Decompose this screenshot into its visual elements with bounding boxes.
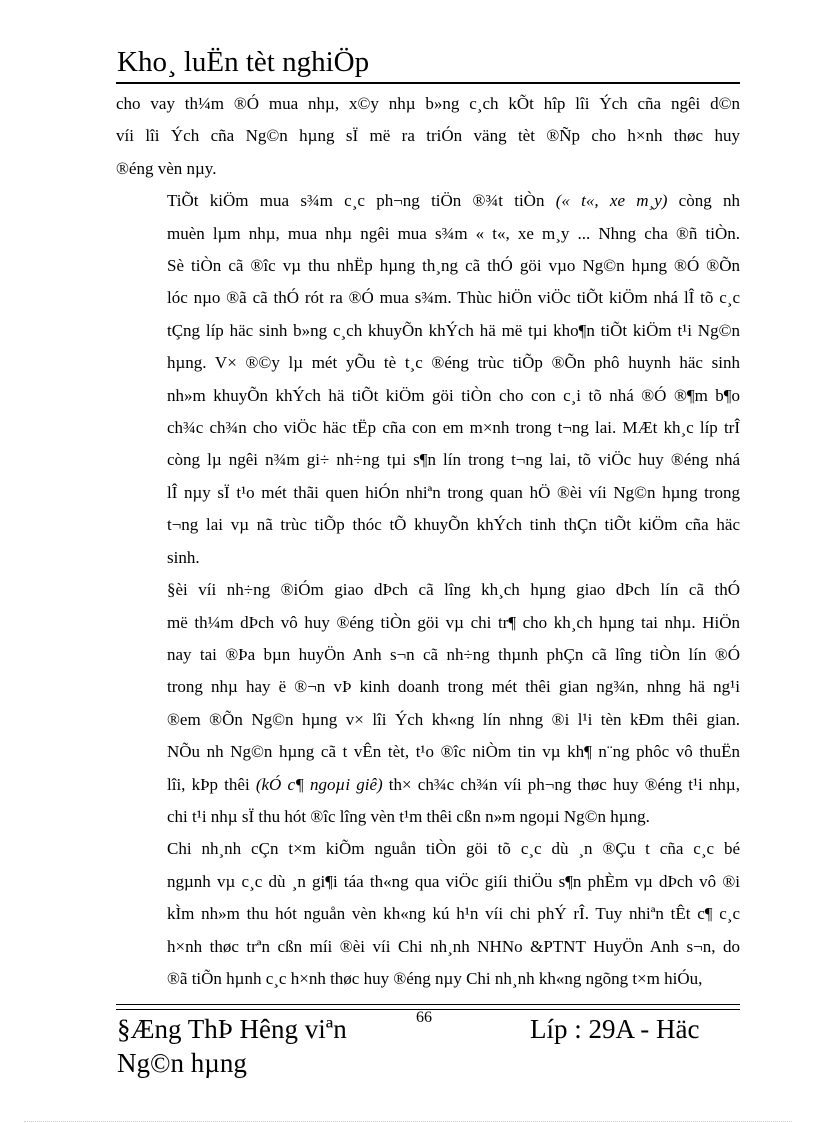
text-line: t¬ng lai vµ nã trùc tiÕp thóc tÕ khuyÕn khÝch tinh thÇn tiÕt kiÖm cña häc xyxy=(167,515,740,535)
body-text xyxy=(116,88,740,995)
bottom-dotted-line xyxy=(24,1121,792,1122)
text-line: lîi, kÞp thêi (kÓ c¶ ngoµi giê) th× ch¾c ch¾n víi ph¬ng thøc huy ®éng t¹i nhµ, xyxy=(167,774,740,794)
text-line: §èi víi nh÷ng ®iÓm giao dÞch cã lîng kh¸ch hµng giao dÞch lín cã thÓ xyxy=(167,580,740,600)
text-line: kÌm nh»m thu hót nguån vèn kh«ng kú h¹n víi chi phÝ rÎ. Tuy nhiªn tÊt c¶ c¸c xyxy=(167,904,740,924)
text-line: Sè tiÒn cã ®îc vµ thu nhËp hµng th¸ng cã thÓ göi vµo Ng©n hµng ®Ó ®Õn xyxy=(167,256,740,276)
text-line: NÕu nh Ng©n hµng cã t vÊn tèt, t¹o ®îc niÒm tin vµ kh¶ n¨ng phôc vô thuËn xyxy=(167,742,740,762)
text-line: Chi nh¸nh cÇn t×m kiÕm nguån tiÒn göi tõ c¸c dù ¸n ®Çu t cña c¸c bé xyxy=(167,839,740,859)
italic-text: (« t«, xe m¸y) xyxy=(555,191,668,211)
text-line: TiÕt kiÖm mua s¾m c¸c ph¬ng tiÖn ®¾t tiÒn (« t«, xe m¸y) còng nh xyxy=(167,191,740,211)
text-line: ®éng vèn nµy. xyxy=(116,158,217,178)
footer-author: §Æng ThÞ Hêng viªn Ng©n hµng xyxy=(117,1014,347,1078)
text-line: ®em ®Õn Ng©n hµng v× lîi Ých kh«ng lín nhng ®i l¹i tèn kÐm thêi gian. xyxy=(167,709,740,729)
text-line: trong nhµ hay ë ®¬n vÞ kinh doanh trong mét thêi gian ng¾n, nhng hä ng¹i xyxy=(167,677,740,697)
text-line: h×nh thøc trªn cßn míi ®èi víi Chi nh¸nh NHNo &PTNT HuyÖn Anh s¬n, do xyxy=(167,936,740,956)
text-line: nay tai ®Þa bµn huyÖn Anh s¬n cã nh÷ng thµnh phÇn cã lîng tiÒn lín ®Ó xyxy=(167,644,740,664)
paragraph xyxy=(116,574,740,833)
text-line: më th¼m dÞch vô huy ®éng tiÒn göi vµ chi tr¶ cho kh¸ch hµng tai nhµ. HiÖn xyxy=(167,612,740,632)
text-line: còng lµ ngêi n¾m gi÷ nh÷ng tµi s¶n lín trong t¬ng lai, tõ viÖc huy ®éng nhá xyxy=(167,450,740,470)
paragraph xyxy=(116,185,740,574)
text-line: ch¾c ch¾n cho viÖc häc tËp cña con em m×nh trong t¬ng lai. MÆt kh¸c líp trÎ xyxy=(167,418,740,438)
text-line: nh»m khuyÕn khÝch hä tiÕt kiÖm göi tiÒn cho con c¸i tõ nhá ®Ó ®¶m b¶o xyxy=(167,385,740,405)
paragraph xyxy=(116,833,740,995)
text-line: tÇng líp häc sinh b»ng c¸ch khuyÕn khÝch hä më tµi kho¶n tiÕt kiÖm t¹i Ng©n xyxy=(167,320,740,340)
text-line: ®ã tiÕn hµnh c¸c h×nh thøc huy ®éng nµy Chi nh¸nh kh«ng ngõng t×m hiÓu, xyxy=(167,968,703,988)
footer-class-label: Líp : 29A - Häc xyxy=(530,1014,700,1044)
page-header-title: Kho¸ luËn tèt nghiÖp xyxy=(117,46,370,78)
header-rule xyxy=(116,82,740,84)
text-line: chi t¹i nhµ sÏ thu hót ®îc lîng vèn t¹m thêi cßn n»m ngoµi Ng©n hµng. xyxy=(167,806,650,826)
text-line: ngµnh vµ c¸c dù ¸n gi¶i táa th«ng qua viÖc giíi thiÖu s¶n phÈm vµ dÞch vô ®i xyxy=(167,871,740,891)
page-number: 66 xyxy=(416,1009,432,1026)
text-line: lÎ nµy sÏ t¹o mét thãi quen hiÓn nhiªn trong quan hÖ ®èi víi Ng©n hµng trong xyxy=(167,482,740,502)
text-line: hµng. V× ®©y lµ mét yÕu tè t¸c ®éng trùc tiÕp ®Õn phô huynh häc sinh xyxy=(167,353,740,373)
italic-text: (kÓ c¶ ngoµi giê) xyxy=(255,774,383,794)
text-line: víi lîi Ých cña Ng©n hµng sÏ më ra triÓn väng tèt ®Ñp cho h×nh thøc huy xyxy=(116,126,740,146)
text-line: sinh. xyxy=(167,547,200,567)
text-line: muèn lµm nhµ, mua nhµ ngêi mua s¾m « t«, xe m¸y ... Nhng cha ®ñ tiÒn. xyxy=(167,223,740,243)
text-line: cho vay th¼m ®Ó mua nhµ, x©y nhµ b»ng c¸ch kÕt hîp lîi Ých cña ngêi d©n xyxy=(116,94,740,113)
footer-rule-top xyxy=(116,1004,740,1005)
text-line: lóc nµo ®ã cã thÓ rót ra ®Ó mua s¾m. Thùc hiÖn viÖc tiÕt kiÖm nhá lÎ tõ c¸c xyxy=(167,288,740,308)
paragraph xyxy=(116,88,740,185)
